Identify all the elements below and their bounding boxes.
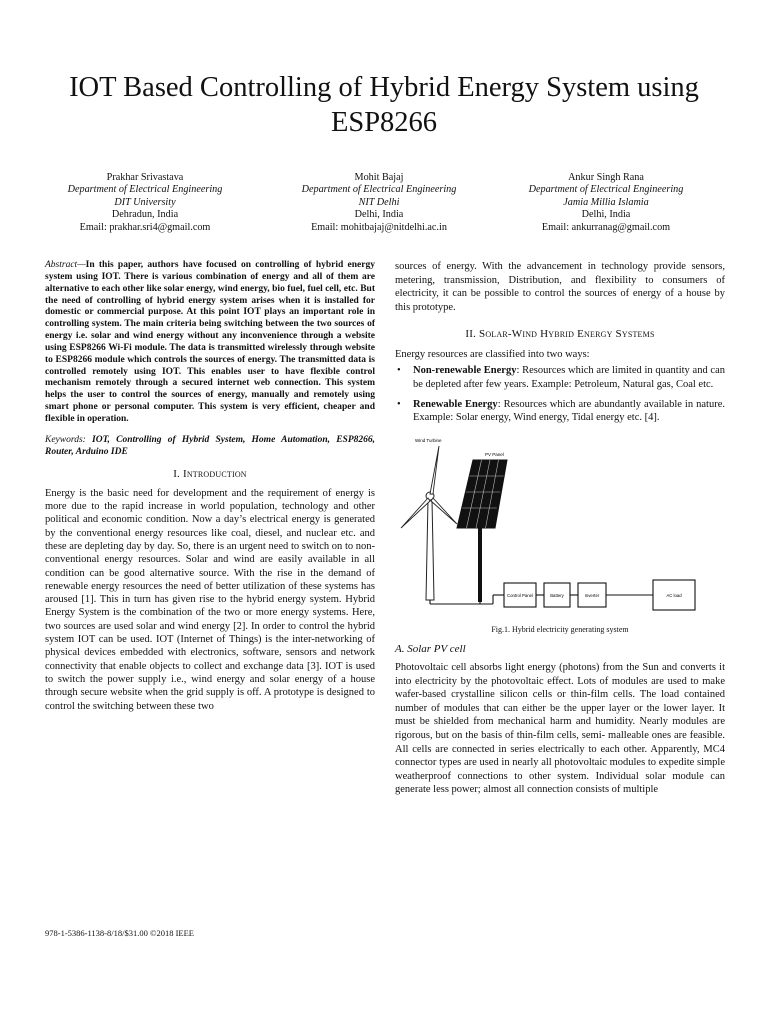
figure-caption: Fig.1. Hybrid electricity generating system xyxy=(491,625,629,635)
pv-panel-icon xyxy=(457,460,507,602)
bullet-term: Non-renewable Energy xyxy=(413,365,517,377)
list-item xyxy=(397,364,726,391)
author-email: Email: ankurranag@gmail.com xyxy=(541,221,671,233)
figure-hybrid-system xyxy=(395,432,725,622)
author-institution: Jamia Millia Islamia xyxy=(563,196,649,208)
pv-panel-label: PV Panel xyxy=(485,452,504,458)
author-location: Delhi, India xyxy=(354,209,404,221)
right-column xyxy=(395,260,725,797)
control-panel-label: Control Panel xyxy=(506,593,534,599)
battery-label: Battery xyxy=(550,593,564,599)
bullet-text: : Resources which are limited in quantity and can be depleted after few years. Example: Petroleum, Natural gas, Coal etc. xyxy=(413,365,726,390)
wind-turbine-label: Wind Turbine xyxy=(415,438,442,444)
solar-pv-text: Photovoltaic cell absorbs light energy (photons) from the Sun and converts it into electricity by the photovoltaic effect. Lots of modules are used to make wafer-based crystalline silicon cells or thin-film cells. The load contained number of modules that can either be the upper layer or the lower layer. It must be shielded from mechanical harm and humidity. Nearly modules are rigorous, but on the basis of thin-film cells, semi- malleable ones are feasible. All cells are connected in series electrically to each other. Apparently, MC4 connector types are used in nearly all photovoltaic modules to expedite simple weatherproof connections to other system. Individual solar module can generate less power; almost all connection consists of multiple xyxy=(395,662,725,796)
hybrid-system-diagram xyxy=(395,432,725,622)
author-name: Ankur Singh Rana xyxy=(568,172,644,183)
paper-title: IOT Based Controlling of Hybrid Energy System using ESP8266 xyxy=(69,72,699,138)
author-email: Email: prakhar.sri4@gmail.com xyxy=(79,221,211,233)
section2-intro: Energy resources are classified into two ways: xyxy=(395,348,590,360)
abstract xyxy=(45,260,375,426)
left-column xyxy=(45,260,375,713)
section-heading-hybrid-systems: II. Solar-Wind Hybrid Energy Systems xyxy=(465,328,655,341)
author-1 xyxy=(25,172,265,234)
ac-load-label: AC load xyxy=(666,593,682,599)
author-name: Mohit Bajaj xyxy=(354,172,404,183)
author-2 xyxy=(259,172,499,234)
author-3 xyxy=(486,172,726,234)
author-location: Delhi, India xyxy=(581,209,631,221)
continuation-text: sources of energy. With the advancement in technology provide sensors, metering, transmission, Distribution, and flexibility to consumers of electricity, it can be possible to control the sources of energy of a house by this prototype. xyxy=(395,261,725,313)
author-name: Prakhar Srivastava xyxy=(106,172,184,183)
section-heading-introduction: I. Introduction xyxy=(173,467,247,480)
wind-turbine-icon xyxy=(401,446,457,600)
bullet-text: : Resources which are abundantly available in nature. Example: Solar energy, Wind energy, Tidal energy etc. [4]. xyxy=(413,398,725,424)
author-institution: NIT Delhi xyxy=(358,196,400,208)
bullet-term: Renewable Energy xyxy=(413,398,498,410)
abstract-label: Abstract— xyxy=(45,260,86,270)
author-email: Email: mohitbajaj@nitdelhi.ac.in xyxy=(311,221,447,233)
copyright-footer: 978-1-5386-1138-8/18/$31.00 ©2018 IEEE xyxy=(45,928,194,938)
subsection-heading-solar-pv: A. Solar PV cell xyxy=(395,642,466,655)
author-department: Department of Electrical Engineering xyxy=(301,184,457,196)
author-institution: DIT University xyxy=(114,196,176,208)
keywords-label: Keywords: xyxy=(45,434,86,445)
keywords xyxy=(45,435,375,459)
author-department: Department of Electrical Engineering xyxy=(67,184,223,196)
inverter-label: Inverter xyxy=(584,593,600,599)
introduction-text: Energy is the basic need for development and the requirement of energy is more due to the rapid increase in world population, technology and other political and economic condition. Now a day’s electrical energy is generated by the conventional energy resources like coal, diesel, and nuclear etc. and these are depleting day by day. So, there is an urgent need to switch on to non-conventional energy resources. Solar and wind are easily available in all condition can be good alternative source. With the rise in the demand of renewable energy resources the need of better utilization of these systems has aroused [1]. This in turn has given rise to the hybrid energy system. Hybrid Energy System is the combination of the two or more energy systems. Here, two sources are used solar and wind energy [2]. In order to control the hybrid system IOT can be used. IOT (Internet of Things) is the inter-networking of physical devices embedded with electronics, software, sensors and network connectivity that enable objects to collect and exchange data [3]. IOT is used to switch the power supply i.e., wind energy and solar energy of a house through secure website when the grid supply is off. A prototype is designed to control the switching between these two xyxy=(45,487,375,712)
author-location: Dehradun, India xyxy=(111,209,179,221)
abstract-text: In this paper, authors have focused on controlling of hybrid energy system using IOT. There is various combination of energy and all of them are alternative to each other like solar energy, wind energy, bio fuel, fuel cell, etc. But the need of controlling of hybrid energy system arises when it is installed for domestic or commercial purpose. At this point IOT plays an important role in controlling system. The main criteria being switching between the two sources of energy i.e. solar and wind energy without any inconvenience through a website using ESP8266 Wi-Fi module. The data is transmitted wirelessly through website to ESP8266 module which controls the sources of energy. The transmitted data is controlled remotely using IOT. This enables user to have flexible control mechanism remotely through a secured internet web connection. This system helps the user to control the sources of energy, manually and remotely using smart phone or personal computer. This system is very efficient, cheaper and flexible in operation. xyxy=(45,260,375,424)
bullet-icon: • xyxy=(397,365,401,377)
author-department: Department of Electrical Engineering xyxy=(528,184,684,196)
energy-types-list xyxy=(395,364,725,424)
keywords-text: IOT, Controlling of Hybrid System, Home Automation, ESP8266, Router, Arduino IDE xyxy=(45,434,375,457)
bullet-icon: • xyxy=(397,398,401,410)
list-item xyxy=(397,398,725,425)
